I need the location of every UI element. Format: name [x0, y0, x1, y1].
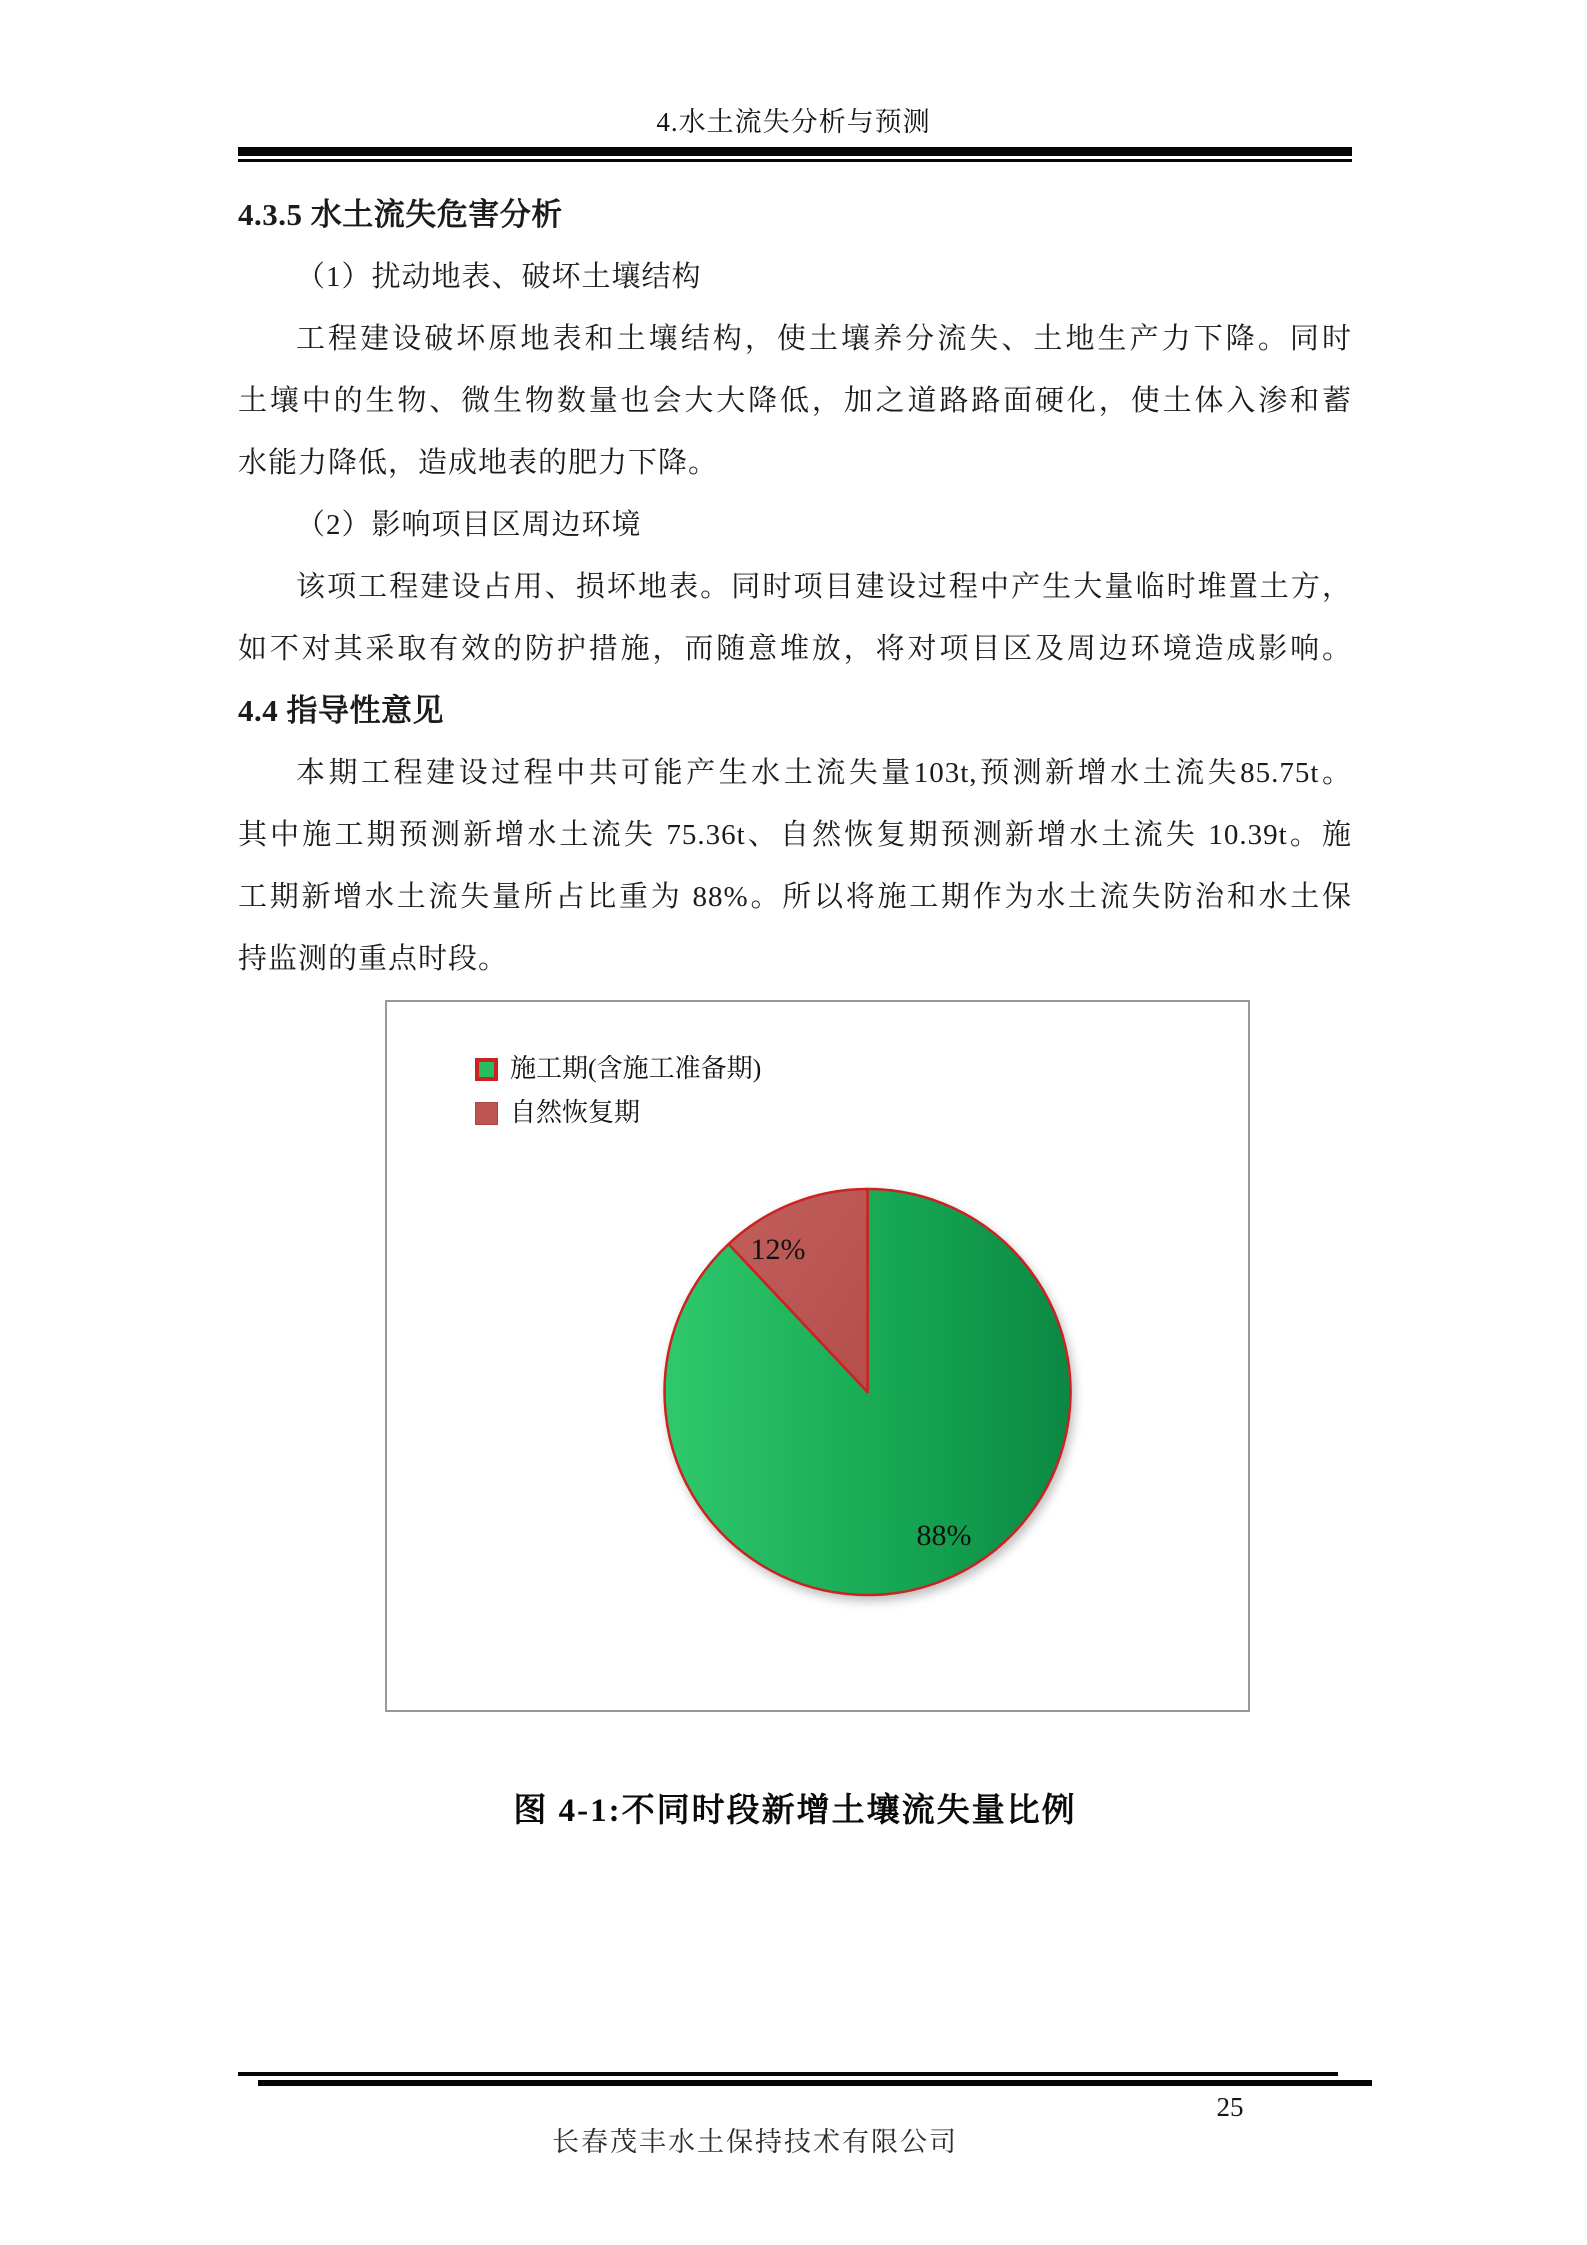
body-line: 持监测的重点时段。: [238, 943, 509, 975]
page-content: [238, 184, 1352, 1842]
body-line: 工期新增水土流失量所占比重为 88%。所以将施工期作为水土流失防治和水土保: [238, 881, 1352, 913]
body-line: 该项工程建设占用、损坏地表。同时项目建设过程中产生大量临时堆置土方，: [296, 571, 1352, 603]
header-title: 4.水土流失分析与预测: [656, 107, 931, 137]
body-line: 如不对其采取有效的防护措施，而随意堆放，将对项目区及周边环境造成影响。: [238, 633, 1352, 665]
body-line: 土壤中的生物、微生物数量也会大大降低，加之道路路面硬化，使土体入渗和蓄: [238, 385, 1352, 417]
body-line: 本期工程建设过程中共可能产生水土流失量103t,预测新增水土流失85.75t。: [296, 757, 1352, 789]
section-heading-4-4: 4.4 指导性意见: [238, 693, 444, 728]
body-line: 其中施工期预测新增水土流失 75.36t、自然恢复期预测新增水土流失 10.39t。施: [238, 819, 1352, 851]
page-number: 25: [1216, 2092, 1244, 2122]
header-rule-thin: [238, 159, 1352, 162]
pie-chart: [387, 1002, 1248, 1710]
header-rule-thick: [238, 147, 1352, 156]
footer-rule-thin: [238, 2072, 1338, 2076]
body-line: （1）扰动地表、破坏土壤结构: [296, 261, 702, 293]
pie-label-recovery: 12%: [750, 1233, 806, 1266]
figure-caption: 图 4-1:不同时段新增土壤流失量比例: [513, 1793, 1077, 1829]
footer-rule-thick: [258, 2080, 1372, 2086]
chart-frame: [385, 1000, 1250, 1712]
section-heading-4-3-5: 4.3.5 水土流失危害分析: [238, 197, 563, 232]
footer-company: 长春茂丰水土保持技术有限公司: [552, 2127, 958, 2157]
body-line: 工程建设破坏原地表和土壤结构，使土壤养分流失、土地生产力下降。同时: [296, 323, 1352, 355]
legend-label-construction: 施工期(含施工准备期): [510, 1054, 762, 1083]
body-line: 水能力降低，造成地表的肥力下降。: [238, 447, 719, 479]
legend-label-recovery: 自然恢复期: [510, 1098, 641, 1127]
body-line: （2）影响项目区周边环境: [296, 509, 642, 541]
pie-label-construction: 88%: [916, 1519, 972, 1552]
